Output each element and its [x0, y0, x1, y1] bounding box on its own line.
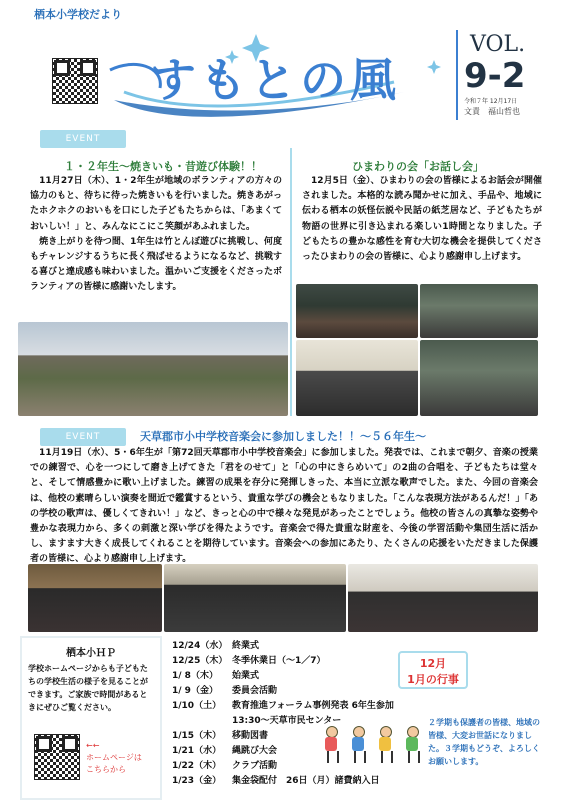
event-badge: EVENT — [40, 130, 126, 148]
children-illustration — [320, 726, 424, 766]
schedule-row: 1/10（土） 教育推進フォーラム事例発表 6年生参加 — [172, 701, 394, 711]
homepage-title: 栖本小ＨＰ — [66, 648, 116, 659]
article-2-title: ひまわりの会「お話し会」 — [352, 160, 484, 173]
homepage-qr-code[interactable] — [34, 734, 80, 780]
article-3-photo-c — [348, 564, 538, 632]
article-2-photo-d — [420, 340, 538, 416]
schedule-row: 1/15（木） 移動図書 — [172, 731, 269, 741]
schedule-row: 1/22（木） クラブ活動 — [172, 761, 278, 771]
article-3-title: 天草郡市小中学校音楽会に参加しました！！～５６年生～ — [140, 430, 426, 443]
schedule-row: 12/24（水） 終業式 — [172, 641, 260, 651]
child-figure — [376, 726, 394, 764]
schedule-row: 1/23（金） 集金袋配付 26日（月）諸費納入日 — [172, 776, 380, 786]
article-1-photo — [18, 322, 288, 416]
volume-label: VOL. — [470, 32, 526, 57]
homepage-description: 学校ホームページからも子どもたちの学校生活の様子を見ることができます。ご家族で時間があるときにぜひご覧ください。 — [28, 664, 148, 712]
schedule-row: 1/ 8（木） 始業式 — [172, 671, 260, 681]
header-divider — [456, 30, 458, 120]
child-figure — [349, 726, 367, 764]
closing-message: ２学期も保護者の皆様、地域の皆様、大変お世話になりました。３学期もどうぞ、よろしくお願いします。 — [428, 718, 540, 766]
article-2-photo-a — [296, 284, 418, 338]
arrow-left-icon: ←← — [86, 741, 100, 750]
header-qr-code[interactable] — [52, 58, 98, 104]
article-3-photo-a — [28, 564, 162, 632]
article-1-body: 11月27日（木）、1・2年生が地域のボランティアの方々の協力のもと、待ちに待った焼きいもを行いました。焼きあがったホクホクのおいもを口にした子どもたちからは、「あまくておいしい！」と、みんなにこにこ笑顔があふれました。 焼き上がりを待つ間、1年生は竹とんぼ遊びに挑戦し、何度もチャレンジするうちに長く飛ばせるようになるなど、挑戦する喜びと達成感も味わいました。温かいご支援をくださったボランティアの皆様に感謝いたします。 — [30, 176, 283, 293]
event-badge: EVENT — [40, 428, 126, 446]
article-2-body: 12月5日（金）、ひまわりの会の皆様によるお話会が開催されました。本格的な読み聞かせに加え、手品や、地域に伝わる栖本の妖怪伝説や民話の紙芝居など、子どもたちが物語の世界に引き込まれる楽しい1時間となりました。子どもたちの豊かな感性を育む大切な機会を提供してくださったひまわりの会の皆様に、心より感謝申し上げます。 — [302, 176, 542, 263]
article-2-photo-c — [296, 340, 418, 416]
month-events-box — [398, 651, 468, 689]
schedule-row: 1/ 9（金） 委員会活動 — [172, 686, 278, 696]
child-figure — [322, 726, 340, 764]
school-homepage-box — [20, 636, 162, 800]
article-2-photo-b — [420, 284, 538, 338]
newsletter-title: すもとの風 — [150, 53, 400, 107]
child-figure — [403, 726, 421, 764]
editor-credit: 文責 福山哲也 — [464, 107, 520, 116]
homepage-link-text-2[interactable]: こちらから — [86, 765, 126, 774]
schedule-row: 1/21（水） 縄跳び大会 — [172, 746, 278, 756]
article-1-title: １・２年生～焼きいも・昔遊び体験！！ — [64, 160, 262, 173]
schedule-row: 13:30～天草市民センター — [232, 716, 342, 726]
month-box-line-2: 1月の行事 — [407, 673, 459, 686]
article-3-body: 11月19日（水）、5・6年生が「第72回天草郡市小中学校音楽会」に参加しました。発表では、これまで朝夕、音楽の授業での練習で、心を一つにして磨き上げてきた「君をのせて」と「心の中にきらめいて」の2曲の合唱を、子どもたちは堂々と、そして情感豊かに歌い上げました。練習の成果を存分に発揮しきった、本当に立派な歌声でした。また、今回の音楽会は、他校の素晴らしい演奏を間近で鑑賞するという、貴重な学びの機会ともなりました。「こんな表現方法があるんだ！」「あの学校の歌声は、優しくてきれい！」など、きっと心の中で様々な発見があったことでしょう。他校の皆さんの真摯な姿勢や豊かな表現力から、多くの刺激と深い学びを得たようです。音楽会で得た貴重な財産を、今後の学習活動や集団生活に活かし、ますます大きく成長してくれることを期待しています。音楽会への参加にあたり、たくさんの応援をいただきました保護者の皆様に、心より感謝申し上げます。 — [30, 448, 538, 565]
issue-date: 令和７年 12月17日 — [464, 98, 518, 105]
column-divider — [290, 148, 292, 416]
homepage-link-text[interactable]: ホームページは — [86, 753, 142, 762]
volume-number: 9-2 — [464, 56, 526, 96]
schedule-row: 12/25（木） 冬季休業日（～1／7） — [172, 656, 326, 666]
newsletter-label: 栖本小学校だより — [34, 8, 122, 21]
month-box-line-1: 12月 — [419, 657, 447, 670]
article-3-photo-b — [164, 564, 346, 632]
